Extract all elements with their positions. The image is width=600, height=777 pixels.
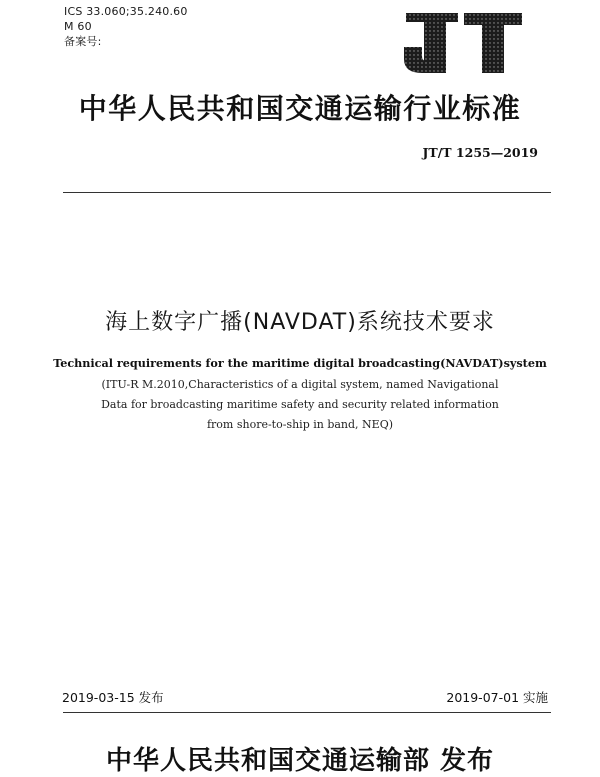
- ics-code: ICS 33.060;35.240.60: [64, 5, 188, 18]
- chinese-title: 海上数字广播(NAVDAT)系统技术要求: [105, 310, 495, 335]
- publisher: 中华人民共和国交通运输部 发布: [105, 746, 495, 776]
- organization-title: 中华人民共和国交通运输行业标准: [78, 92, 522, 125]
- filing-number-label: 备案号:: [64, 35, 102, 48]
- english-subtitle-line: Data for broadcasting maritime safety and security related information: [101, 398, 499, 411]
- standard-number: JT/T 1255—2019: [422, 145, 538, 160]
- jt-logo: [404, 13, 522, 73]
- english-subtitle-line: from shore-to-ship in band, NEQ): [206, 418, 394, 431]
- logo-text: JT: [404, 13, 406, 14]
- issue-date: 2019-03-15 发布: [62, 690, 164, 705]
- category-code: M 60: [64, 20, 92, 33]
- footer-divider: [63, 712, 551, 713]
- implementation-date: 2019-07-01 实施: [446, 690, 548, 705]
- english-subtitle-line: (ITU-R M.2010,Characteristics of a digital system, named Navigational: [101, 378, 499, 391]
- english-title: Technical requirements for the maritime digital broadcasting(NAVDAT)system: [53, 356, 547, 370]
- header-divider: [63, 192, 551, 193]
